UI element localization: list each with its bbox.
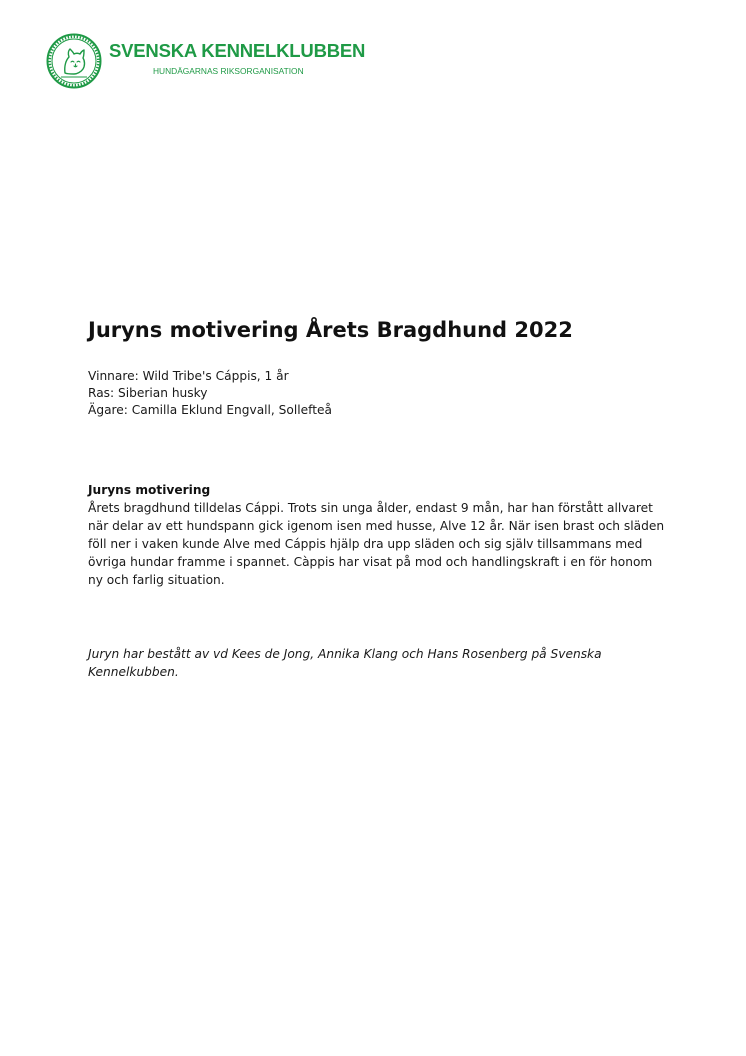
kennel-club-emblem-icon: [46, 33, 102, 89]
section-heading: Juryns motivering: [88, 483, 211, 497]
motivation-line: föll ner i vaken kunde Alve med Cáppis hjälp dra upp släden och sig själv tillsammans med: [88, 537, 643, 551]
jury-note-line: Juryn har bestått av vd Kees de Jong, Annika Klang och Hans Rosenberg på Svenska: [88, 647, 602, 661]
motivation-paragraph: [88, 499, 668, 589]
breed-line: Ras: Siberian husky: [88, 386, 208, 400]
jury-note: [88, 645, 648, 681]
owner-line: Ägare: Camilla Eklund Engvall, Sollefteå: [88, 403, 332, 417]
motivation-line: övriga hundar framme i spannet. Càppis har visat på mod och handlingskraft i en för honom: [88, 555, 653, 569]
winner-line: Vinnare: Wild Tribe's Cáppis, 1 år: [88, 369, 289, 383]
winner-facts: [88, 368, 332, 419]
organization-subtitle: HUNDÄGARNAS RIKSORGANISATION: [153, 66, 304, 76]
organization-name: SVENSKA KENNELKLUBBEN: [109, 40, 366, 61]
motivation-line: ny och farlig situation.: [88, 573, 225, 587]
motivation-line: när delar av ett hundspann gick igenom isen med husse, Alve 12 år. När isen brast och släden: [88, 519, 665, 533]
document-title: Juryns motivering Årets Bragdhund 2022: [88, 318, 573, 342]
motivation-line: Årets bragdhund tilldelas Cáppi. Trots sin unga ålder, endast 9 mån, har han förstått allvaret: [88, 501, 653, 515]
jury-note-line: Kennelkubben.: [88, 665, 179, 679]
emblem-svg: [46, 33, 102, 89]
